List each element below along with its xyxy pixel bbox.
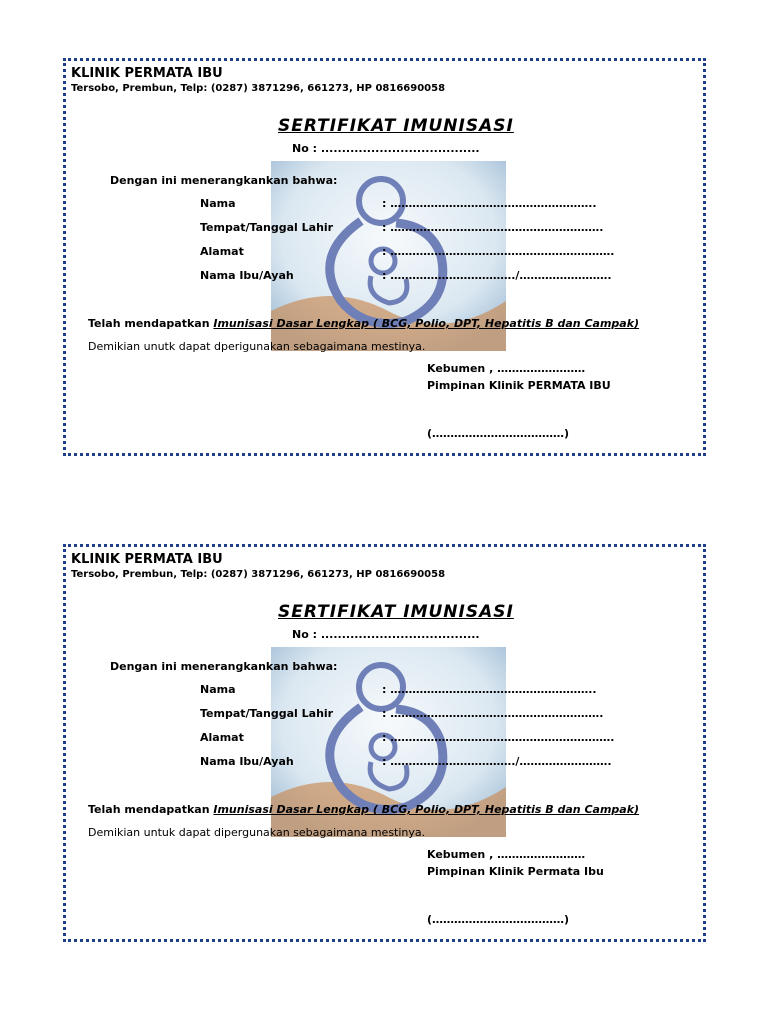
field-label-birth: Tempat/Tanggal Lahir (200, 707, 334, 720)
field-value-address: : ……………………………………………………. (382, 245, 615, 258)
immunization-name: Imunisasi Dasar Lengkap ( BCG, Polio, DPT, Hepatitis B dan Campak) (213, 803, 640, 816)
statement-prefix: Telah mendapatkan (88, 803, 214, 816)
field-label-birth: Tempat/Tanggal Lahir (200, 221, 334, 234)
clinic-name: KLINIK PERMATA IBU (71, 66, 223, 81)
field-label-name: Nama (200, 197, 236, 210)
place-date: Kebumen , …………………… (427, 848, 586, 861)
intro-text: Dengan ini menerangkankan bahwa: (110, 660, 338, 673)
field-label-address: Alamat (200, 245, 244, 258)
field-value-birth: : …………………………………………………. (382, 707, 604, 720)
intro-text: Dengan ini menerangkankan bahwa: (110, 174, 338, 187)
field-value-parent: : ……………………………./……………………. (382, 755, 612, 768)
field-value-address: : ……………………………………………………. (382, 731, 615, 744)
head-title: Pimpinan Klinik PERMATA IBU (427, 379, 611, 392)
closing-text: Demikian unutk dapat dperigunakan sebagaimana mestinya. (88, 340, 426, 353)
immunization-name: Imunisasi Dasar Lengkap ( BCG, Polio, DPT, Hepatitis B dan Campak) (213, 317, 640, 330)
clinic-address: Tersobo, Prembun, Telp: (0287) 3871296, 661273, HP 0816690058 (71, 569, 446, 580)
closing-text: Demikian untuk dapat dipergunakan sebagaimana mestinya. (88, 826, 426, 839)
immunization-statement (88, 317, 639, 330)
clinic-name: KLINIK PERMATA IBU (71, 552, 223, 567)
certificate-number: No : ...................................... (292, 142, 480, 155)
certificate-card (63, 544, 706, 942)
signature-line: (………………………………) (427, 913, 570, 926)
field-value-parent: : ……………………………./……………………. (382, 269, 612, 282)
signature-line: (………………………………) (427, 427, 570, 440)
field-label-address: Alamat (200, 731, 244, 744)
statement-prefix: Telah mendapatkan (88, 317, 214, 330)
field-value-name: : ……………………………………………….. (382, 683, 597, 696)
field-value-birth: : …………………………………………………. (382, 221, 604, 234)
certificate-title: SERTIFIKAT IMUNISASI (278, 116, 514, 136)
field-value-name: : ……………………………………………….. (382, 197, 597, 210)
field-label-parent: Nama Ibu/Ayah (200, 269, 294, 282)
place-date: Kebumen , …………………… (427, 362, 586, 375)
head-title: Pimpinan Klinik Permata Ibu (427, 865, 604, 878)
clinic-address: Tersobo, Prembun, Telp: (0287) 3871296, 661273, HP 0816690058 (71, 83, 446, 94)
certificate-card (63, 58, 706, 456)
field-label-name: Nama (200, 683, 236, 696)
immunization-statement (88, 803, 639, 816)
certificate-number: No : ...................................... (292, 628, 480, 641)
certificate-title: SERTIFIKAT IMUNISASI (278, 602, 514, 622)
field-label-parent: Nama Ibu/Ayah (200, 755, 294, 768)
